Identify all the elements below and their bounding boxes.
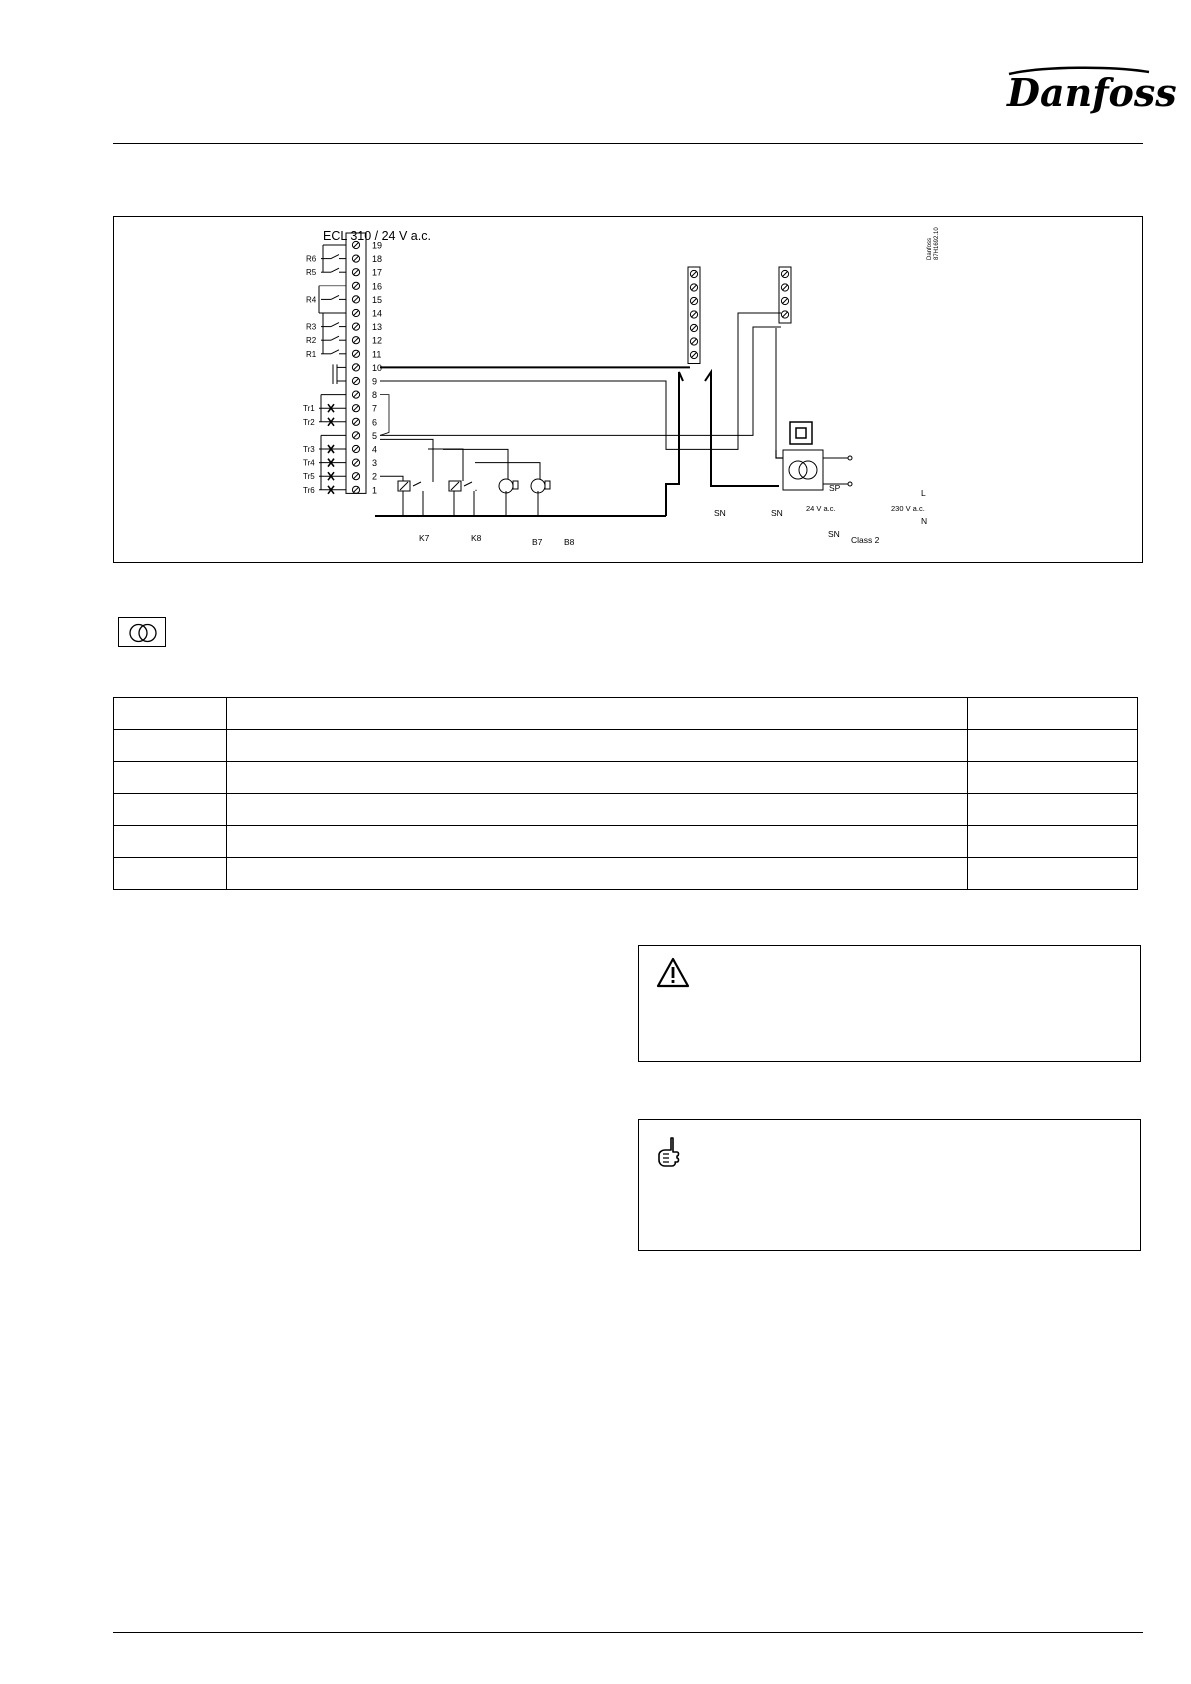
triac-label: Tr6 — [303, 485, 315, 495]
header-rule — [113, 143, 1143, 144]
table-cell — [968, 762, 1138, 794]
contactor-label-k7: K7 — [419, 533, 430, 543]
sensor-label-b8: B8 — [564, 537, 575, 547]
screw-slot — [691, 339, 696, 344]
footer-rule — [113, 1632, 1143, 1633]
screw-slot — [691, 271, 696, 276]
wire — [380, 476, 403, 481]
screw-slot — [353, 433, 358, 438]
table-cell — [114, 794, 227, 826]
relay-label: R4 — [306, 295, 317, 305]
transformer-symbol-box — [118, 617, 166, 647]
screw-slot — [782, 285, 787, 290]
terminal-number: 1 — [372, 485, 378, 496]
warning-box — [638, 945, 1141, 1062]
screw-slot — [782, 271, 787, 276]
relay-label: R5 — [306, 268, 317, 278]
screw-slot — [691, 312, 696, 317]
screw-slot — [353, 460, 358, 465]
relay-label: R1 — [306, 349, 317, 359]
terminal-number: 9 — [372, 376, 378, 387]
terminal-number: 8 — [372, 390, 378, 401]
screw-slot — [353, 242, 358, 247]
relay-label: R3 — [306, 322, 317, 332]
sn-label-transformer: SN — [828, 529, 840, 539]
screw-slot — [353, 270, 358, 275]
terminal-block-left — [688, 267, 700, 364]
brand-logo-text: Danfoss — [1007, 70, 1177, 115]
screw-slot — [691, 325, 696, 330]
wiring-diagram — [113, 216, 1143, 563]
screw-slot — [353, 351, 358, 356]
wire-terminal-9 — [380, 313, 781, 449]
screw-slot — [691, 285, 696, 290]
terminal-number: 13 — [372, 322, 383, 333]
sensor-b8 — [531, 479, 545, 493]
contactor-contact — [464, 482, 472, 486]
wire-loop — [380, 395, 389, 436]
screw-slot — [353, 256, 358, 261]
sp-label: SP — [829, 483, 841, 493]
screw-slot — [353, 365, 358, 370]
terminal-number: 12 — [372, 335, 383, 346]
relay-contact — [331, 268, 339, 272]
screw-slot — [353, 406, 358, 411]
relay-contact — [331, 323, 339, 327]
contactor-label-k8: K8 — [471, 533, 482, 543]
neutral-label: N — [921, 516, 928, 526]
transformer-coil — [799, 461, 817, 479]
transformer-coil — [789, 461, 807, 479]
terminal-number: 4 — [372, 444, 378, 455]
terminal-number: 16 — [372, 281, 383, 292]
table-cell — [227, 762, 968, 794]
screw-slot — [353, 419, 358, 424]
table-row — [114, 762, 1138, 794]
table-cell — [114, 698, 227, 730]
screw-slot — [353, 324, 358, 329]
terminal-number: 3 — [372, 458, 378, 469]
terminal-number: 11 — [372, 349, 382, 360]
relay-contact — [331, 295, 339, 299]
sensor-label-b7: B7 — [532, 537, 543, 547]
wire-sn-transformer — [711, 484, 779, 486]
screw-slot — [353, 297, 358, 302]
screw-slot — [782, 312, 787, 317]
contactor-contact — [413, 482, 421, 486]
line-label: L — [921, 488, 926, 498]
wire — [400, 482, 408, 490]
table-cell — [968, 858, 1138, 890]
table-row — [114, 858, 1138, 890]
wire — [451, 482, 459, 490]
table-cell — [968, 730, 1138, 762]
screw-slot — [353, 338, 358, 343]
table-cell — [227, 826, 968, 858]
relay-contact — [331, 336, 339, 340]
terminal-number: 6 — [372, 417, 378, 428]
wire — [443, 449, 508, 479]
table-cell — [114, 762, 227, 794]
screw-slot — [691, 298, 696, 303]
table-row — [114, 698, 1138, 730]
supply-24v-label: 24 V a.c. — [806, 504, 836, 513]
terminal-number: 10 — [372, 362, 383, 373]
table-cell — [227, 858, 968, 890]
relay-contact — [331, 255, 339, 259]
table-cell — [114, 826, 227, 858]
table-cell — [968, 794, 1138, 826]
table-cell — [968, 698, 1138, 730]
table-cell — [227, 730, 968, 762]
screw-slot — [353, 487, 358, 492]
sn-label-left: SN — [714, 508, 726, 518]
pointing-hand-icon — [655, 1136, 685, 1168]
table-cell — [114, 730, 227, 762]
connection-table — [113, 697, 1138, 890]
class-label: Class 2 — [851, 535, 880, 545]
controller-label: ECL 310 / 24 V a.c. — [323, 229, 431, 243]
triac-label: Tr3 — [303, 445, 315, 454]
table-cell — [114, 858, 227, 890]
triac-label: Tr1 — [303, 404, 315, 414]
screw-slot — [353, 283, 358, 288]
table-cell — [227, 794, 968, 826]
note-box — [638, 1119, 1141, 1251]
relay-contact — [331, 350, 339, 354]
relay-label: R2 — [306, 336, 317, 346]
table-row — [114, 826, 1138, 858]
transformer-icon — [119, 618, 167, 648]
terminal-number: 5 — [372, 430, 378, 441]
screw-slot — [353, 446, 358, 451]
supply-230v-label: 230 V a.c. — [891, 504, 925, 513]
relay-label: R6 — [306, 254, 317, 264]
table-cell — [227, 698, 968, 730]
triac-label: Tr5 — [303, 472, 315, 482]
terminal-number: 14 — [372, 308, 383, 319]
wire-sn — [666, 372, 683, 516]
table-cell — [968, 826, 1138, 858]
sensor-b7 — [499, 479, 513, 493]
triac-label: Tr2 — [303, 417, 315, 427]
terminal-number: 15 — [372, 294, 383, 305]
table-row — [114, 794, 1138, 826]
danfoss-logo — [1003, 62, 1177, 118]
warning-icon — [655, 956, 691, 990]
sn-label-middle: SN — [771, 508, 783, 518]
screw-slot — [782, 298, 787, 303]
triac-label: Tr4 — [303, 458, 315, 468]
wire — [380, 439, 433, 482]
wire-sp — [776, 450, 783, 458]
terminal-number: 18 — [372, 254, 383, 265]
terminal-number: 17 — [372, 267, 383, 278]
terminal-number: 2 — [372, 471, 378, 482]
screw-slot — [691, 352, 696, 357]
screw-slot — [353, 392, 358, 397]
screw-slot — [353, 310, 358, 315]
screw-slot — [353, 378, 358, 383]
terminal-number: 7 — [372, 403, 378, 414]
terminal-number: 19 — [372, 240, 383, 251]
table-row — [114, 730, 1138, 762]
drawing-code: Danfoss87H1692.10 — [927, 227, 940, 260]
class2-symbol — [790, 422, 812, 444]
screw-slot — [353, 474, 358, 479]
